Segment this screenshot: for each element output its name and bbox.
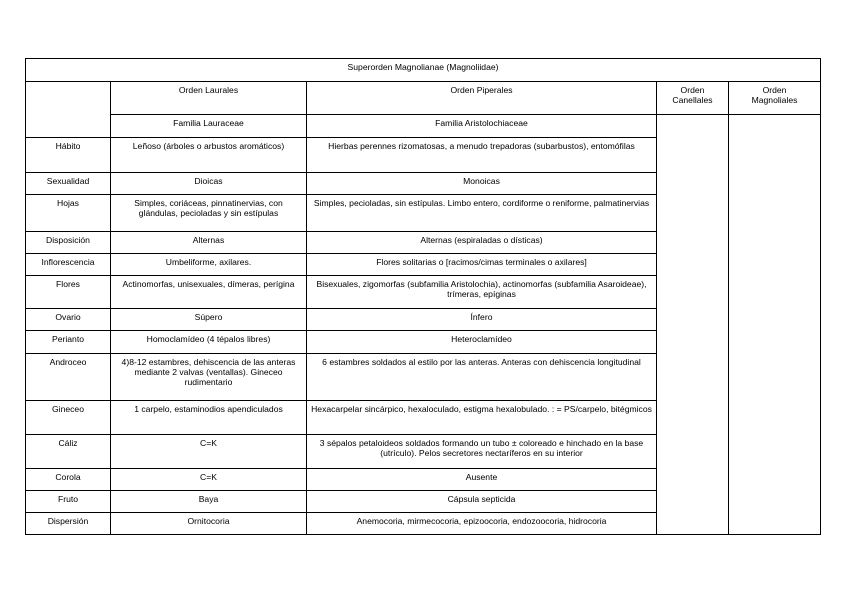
canellales-empty-column — [657, 115, 729, 535]
row-label: Sexualidad — [26, 173, 111, 195]
row-label: Hábito — [26, 138, 111, 173]
aristolochiaceae-cell: Monoicas — [307, 173, 657, 195]
corner-empty-cell — [26, 82, 111, 138]
table-title: Superorden Magnolianae (Magnoliidae) — [26, 59, 821, 82]
row-label: Disposición — [26, 232, 111, 254]
lauraceae-cell: Dioicas — [111, 173, 307, 195]
aristolochiaceae-cell: Ínfero — [307, 309, 657, 331]
lauraceae-cell: Baya — [111, 491, 307, 513]
taxonomy-table — [25, 58, 821, 535]
lauraceae-cell: Alternas — [111, 232, 307, 254]
lauraceae-cell: C=K — [111, 435, 307, 469]
lauraceae-cell: Súpero — [111, 309, 307, 331]
order-piperales-header: Orden Piperales — [307, 82, 657, 115]
aristolochiaceae-cell: Hierbas perennes rizomatosas, a menudo trepadoras (subarbustos), entomófilas — [307, 138, 657, 173]
aristolochiaceae-cell: 6 estambres soldados al estilo por las anteras. Anteras con dehiscencia longitudinal — [307, 354, 657, 401]
aristolochiaceae-cell: Hexacarpelar sincárpico, hexaloculado, estigma hexalobulado. : = PS/carpelo, bitégmicos — [307, 401, 657, 435]
row-label: Hojas — [26, 195, 111, 232]
row-label: Androceo — [26, 354, 111, 401]
lauraceae-cell: Simples, coriáceas, pinnatinervias, con glándulas, pecioladas y sin estípulas — [111, 195, 307, 232]
row-label: Gineceo — [26, 401, 111, 435]
row-label: Inflorescencia — [26, 254, 111, 276]
aristolochiaceae-cell: Bisexuales, zigomorfas (subfamilia Aristolochia), actinomorfas (subfamilia Asaroideae), trímeras, epíginas — [307, 276, 657, 309]
aristolochiaceae-cell: Ausente — [307, 469, 657, 491]
row-label: Flores — [26, 276, 111, 309]
order-magnoliales-header — [729, 82, 821, 115]
magnoliales-empty-column — [729, 115, 821, 535]
aristolochiaceae-cell: Heteroclamídeo — [307, 331, 657, 354]
aristolochiaceae-cell: Anemocoria, mirmecocoria, epizoocoria, endozoocoria, hidrocoria — [307, 513, 657, 535]
lauraceae-cell: Actinomorfas, unisexuales, dímeras, perígina — [111, 276, 307, 309]
aristolochiaceae-cell: Alternas (espiraladas o dísticas) — [307, 232, 657, 254]
order-magnoliales-label: Orden Magnoliales — [751, 85, 798, 105]
row-label: Fruto — [26, 491, 111, 513]
aristolochiaceae-cell: 3 sépalos petaloideos soldados formando un tubo ± coloreado e hinchado en la base (utrículo). Pelos secretores nectaríferos en su interior — [307, 435, 657, 469]
order-laurales-header: Orden Laurales — [111, 82, 307, 115]
lauraceae-cell: Leñoso (árboles o arbustos aromáticos) — [111, 138, 307, 173]
order-canellales-header — [657, 82, 729, 115]
lauraceae-cell: 1 carpelo, estaminodios apendiculados — [111, 401, 307, 435]
row-label: Corola — [26, 469, 111, 491]
row-label: Dispersión — [26, 513, 111, 535]
family-lauraceae-header: Familia Lauraceae — [111, 115, 307, 138]
lauraceae-cell: Homoclamídeo (4 tépalos libres) — [111, 331, 307, 354]
lauraceae-cell: Umbeliforme, axilares. — [111, 254, 307, 276]
lauraceae-cell: Ornitocoria — [111, 513, 307, 535]
row-label: Perianto — [26, 331, 111, 354]
lauraceae-cell: 4)8-12 estambres, dehiscencia de las anteras mediante 2 valvas (ventallas). Gineceo rudimentario — [111, 354, 307, 401]
aristolochiaceae-cell: Cápsula septicida — [307, 491, 657, 513]
lauraceae-cell: C=K — [111, 469, 307, 491]
aristolochiaceae-cell: Flores solitarias o [racimos/cimas terminales o axilares] — [307, 254, 657, 276]
aristolochiaceae-cell: Simples, pecioladas, sin estípulas. Limbo entero, cordiforme o reniforme, palmatinervias — [307, 195, 657, 232]
row-label: Ovario — [26, 309, 111, 331]
order-canellales-label: Orden Canellales — [672, 85, 713, 105]
family-aristolochiaceae-header: Familia Aristolochiaceae — [307, 115, 657, 138]
row-label: Cáliz — [26, 435, 111, 469]
